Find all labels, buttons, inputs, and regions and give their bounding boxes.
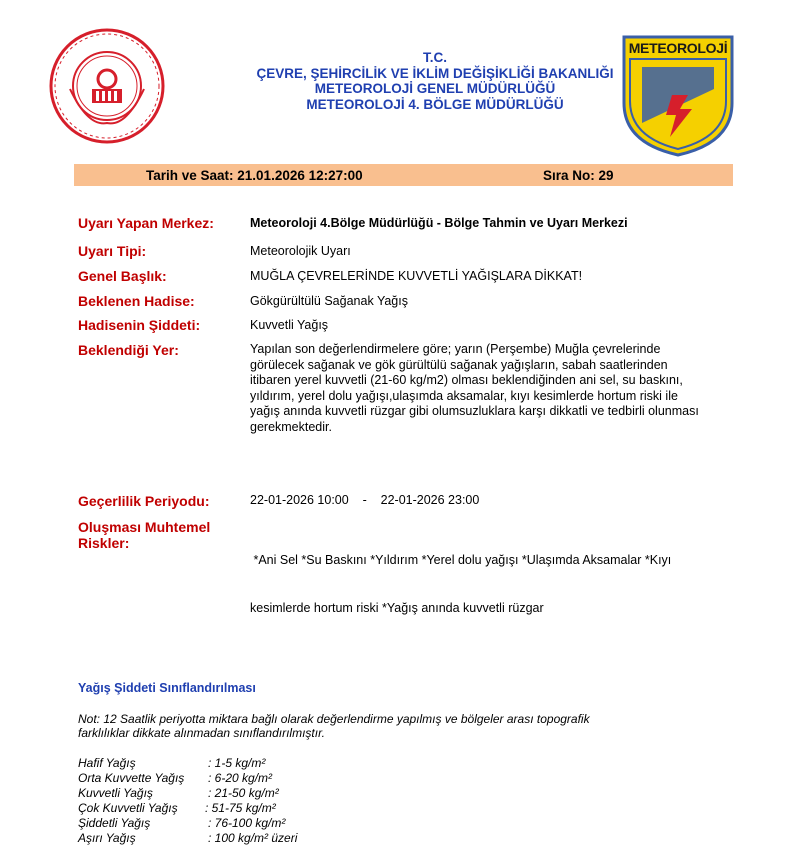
risks-label-line: Oluşması Muhtemel — [78, 519, 211, 535]
place-line: gerekmektedir. — [250, 419, 332, 434]
header-line-ministry: ÇEVRE, ŞEHİRCİLİK VE İKLİM DEĞİŞİKLİĞİ BAKANLIĞI — [256, 65, 614, 81]
meteoroloji-logo-text: METEOROLOJİ — [628, 40, 728, 56]
risks-label-line: Riskler: — [78, 535, 130, 551]
note-line: farklılıklar dikkate alınmadan sınıflandırılmıştır. — [78, 726, 325, 740]
class-name: Şiddetli Yağış — [78, 816, 151, 830]
class-name: Aşırı Yağış — [78, 831, 136, 845]
severity-label: Hadisenin Şiddeti: — [78, 317, 201, 333]
expected-place-label: Beklendiği Yer: — [78, 342, 179, 358]
expected-event-value: Gökgürültülü Sağanak Yağış — [250, 294, 408, 308]
header-line-regional-directorate: METEOROLOJİ 4. BÖLGE MÜDÜRLÜĞÜ — [306, 96, 564, 112]
classification-heading: Yağış Şiddeti Sınıflandırılması — [78, 681, 256, 695]
classification-note — [78, 712, 678, 740]
class-value: : 76-100 kg/m² — [208, 816, 286, 830]
place-line: yıldırım, yerel dolu yağışı,ulaşımda aksamalar, kıyı kesimlerde hortum riski ile — [250, 388, 678, 403]
classification-row — [78, 756, 265, 771]
place-line: itibaren yerel kuvvetli (21-60 kg/m2) olması beklendiğinden ani sel, su baskını, — [250, 373, 683, 387]
class-value: : 100 kg/m² üzeri — [208, 831, 298, 845]
sequence-number: Sıra No: 29 — [543, 168, 614, 183]
header-line-general-directorate: METEOROLOJİ GENEL MÜDÜRLÜĞÜ — [314, 81, 556, 96]
note-line: Not: 12 Saatlik periyotta miktara bağlı olarak değerlendirme yapılmış ve bölgeler arası topografik — [78, 712, 590, 726]
class-name: Çok Kuvvetli Yağış — [78, 801, 178, 815]
issue-datetime: Tarih ve Saat: 21.01.2026 12:27:00 — [146, 168, 363, 183]
validity-label: Geçerlilik Periyodu: — [78, 493, 210, 509]
classification-row — [78, 801, 276, 816]
validity-value: 22-01-2026 10:00 - 22-01-2026 23:00 — [250, 493, 480, 507]
classification-row — [78, 786, 279, 801]
classification-row — [78, 816, 285, 831]
risks-value — [250, 520, 671, 632]
center-value: Meteoroloji 4.Bölge Müdürlüğü - Bölge Tahmin ve Uyarı Merkezi — [250, 216, 628, 230]
risks-line: *Ani Sel *Su Baskını *Yıldırım *Yerel dolu yağışı *Ulaşımda Aksamalar *Kıyı — [250, 553, 672, 567]
class-value: : 1-5 kg/m² — [208, 756, 266, 770]
place-line: Yapılan son değerlendirmelere göre; yarın (Perşembe) Muğla çevrelerinde — [250, 342, 661, 356]
class-name: Orta Kuvvette Yağış — [78, 771, 185, 785]
classification-row — [78, 831, 297, 846]
place-line: görülecek sağanak ve gök gürültülü sağanak yağışların, sabah saatlerinden — [250, 357, 668, 372]
warning-type-value: Meteorolojik Uyarı — [250, 244, 351, 258]
header-line-tc: T.C. — [422, 50, 447, 65]
place-line: yağış anında kuvvetli rüzgar gibi olumsuzluklara karşı dikkatli ve tedbirli olunması — [250, 404, 699, 418]
classification-row — [78, 771, 272, 786]
class-value: : 21-50 kg/m² — [208, 786, 279, 800]
class-name: Hafif Yağış — [78, 756, 136, 770]
general-title-label: Genel Başlık: — [78, 268, 167, 284]
class-value: : 51-75 kg/m² — [205, 801, 276, 815]
risks-label — [78, 519, 210, 551]
datetime-band — [74, 164, 733, 186]
severity-value: Kuvvetli Yağış — [250, 318, 329, 332]
warning-type-label: Uyarı Tipi: — [78, 243, 147, 259]
class-name: Kuvvetli Yağış — [78, 786, 153, 800]
expected-event-label: Beklenen Hadise: — [78, 293, 195, 309]
risks-line: kesimlerde hortum riski *Yağış anında kuvvetli rüzgar — [250, 601, 544, 615]
expected-place-value — [250, 342, 740, 435]
ministry-seal-logo — [48, 27, 166, 145]
general-title-value: MUĞLA ÇEVRELERİNDE KUVVETLİ YAĞIŞLARA DİKKAT! — [250, 269, 583, 283]
meteoroloji-logo — [618, 33, 738, 158]
class-value: : 6-20 kg/m² — [208, 771, 273, 785]
center-label: Uyarı Yapan Merkez: — [78, 215, 214, 231]
